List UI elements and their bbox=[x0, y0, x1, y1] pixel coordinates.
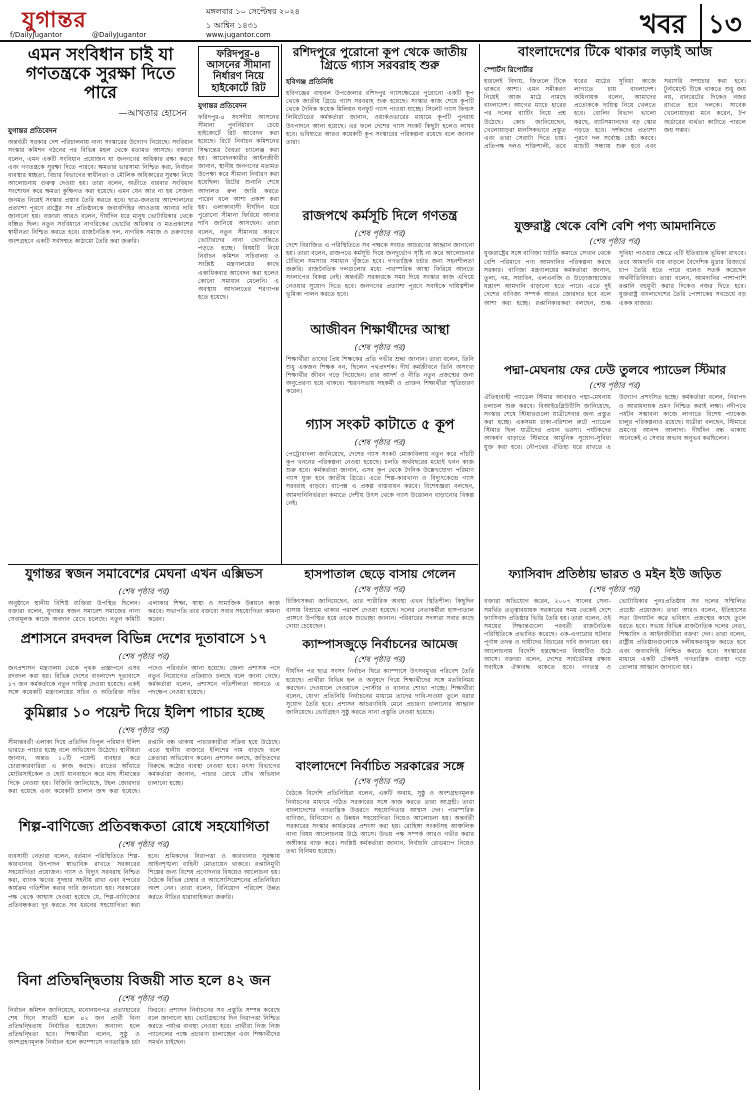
article-body: বক্তারা অভিযোগ করেন, ২০০৭ সালের সেনা-সমর্থিত তত্ত্বাবধায়ক সরকারের সময় থেকেই দেশে ফ্যাসিবাদ প্রতিষ্ঠার ভিত্তি তৈরি হয়। তারা বলেন, ওই সময়ের সিদ্ধান্তগুলো পরবর্তী রাজনৈতিক পরিস্থিতিকে প্রভাবিত করেছে। এক-এগারোর ঘটনার পূর্ণাঙ্গ তদন্ত ও দায়ীদের বিচারের দাবি জানানো হয়। আলোচনায় বিদেশি হস্তক্ষেপের বিষয়টিও উঠে আসে। বক্তারা বলেন, দেশের সার্বভৌমত্ব রক্ষায় সবাইকে ঐক্যবদ্ধ থাকতে হবে। গণতন্ত্র ও ভোটাধিকার পুনঃপ্রতিষ্ঠায় সব দলের সম্মিলিত প্রচেষ্টা প্রয়োজন। তারা আরও বলেন, ইতিহাসের সত্য উদঘাটন করে ভবিষ্যৎ প্রজন্মের কাছে তুলে ধরতে হবে। সভায় বিভিন্ন রাজনৈতিক দলের নেতা, শিক্ষাবিদ ও আইনজীবীরা বক্তব্য দেন। তারা বলেন, রাষ্ট্রীয় প্রতিষ্ঠানগুলোকে দলীয়করণমুক্ত করতে হবে এবং জবাবদিহি নিশ্চিত করতে হবে। সংস্কারের মাধ্যমে একটি টেকসই গণতান্ত্রিক ব্যবস্থা গড়ে তোলার আহ্বান জানানো হয়। bbox=[484, 598, 746, 672]
article-ajiban[interactable] bbox=[286, 324, 474, 414]
article-body: দীর্ঘদিন পর ছাত্র সংসদ নির্বাচন ঘিরে ক্যাম্পাসে উৎসবমুখর পরিবেশ তৈরি হয়েছে। প্রার্থীরা বিভিন্ন হল ও অনুষদে গিয়ে শিক্ষার্থীদের সঙ্গে মতবিনিময় করছেন। দেওয়ালে দেওয়ালে পোস্টার ও ব্যানার শোভা পাচ্ছে। শিক্ষার্থীরা বলেন, যোগ্য প্রতিনিধি নির্বাচনের মাধ্যমে তাদের দাবি-দাওয়া তুলে ধরার সুযোগ তৈরি হবে। প্রশাসন আচরণবিধি মেনে প্রচারণা চালানোর আহ্বান জানিয়েছে। ভোটগ্রহণ সুষ্ঠু করতে নানা প্রস্তুতি নেওয়া হয়েছে। bbox=[286, 668, 474, 717]
article-body: পেট্রোবাংলা জানিয়েছে, দেশের গ্যাস সংকট মোকাবিলায় নতুন করে পাঁচটি কূপ খননের পরিকল্পনা নেওয়া হয়েছে। চলতি অর্থবছরের মধ্যেই খনন কাজ শুরু হবে। কর্মকর্তারা জানান, এসব কূপ থেকে দৈনিক উল্লেখযোগ্য পরিমাণ গ্যাস যুক্ত হবে জাতীয় গ্রিডে। এতে শিল্প-কারখানা ও বিদ্যুৎকেন্দ্রে গ্যাস সরবরাহ বাড়বে। বাপেক্স এ প্রকল্প বাস্তবায়ন করবে। বিশেষজ্ঞরা বলছেন, আমদানিনির্ভরতা কমাতে দেশীয় উৎস থেকে গ্যাস উত্তোলন বাড়ানোর বিকল্প নেই। bbox=[286, 450, 474, 507]
headline: এমন সংবিধান চাই যা গণতন্ত্রকে সুরক্ষা দিতে পারে bbox=[25, 45, 176, 104]
article-faridpur[interactable] bbox=[198, 46, 279, 302]
article-body: সীমান্তবর্তী এলাকা দিয়ে প্রতিদিন বিপুল পরিমাণ ইলিশ ভারতে পাচার হচ্ছে বলে অভিযোগ উঠেছে। স্থানীয়রা জানান, অন্তত ১০টি পয়েন্ট ব্যবহার করে চোরাকারবারিরা এ কাজ করছে। রাতের আঁধারে মোটরসাইকেল ও ছোট যানবাহনে করে মাছ সীমান্তের দিকে নেওয়া হয়। বিজিবি জানিয়েছে, টহল জোরদার করা হয়েছে এবং কয়েকটি চালান জব্দ করা হয়েছে। রপ্তানি বন্ধ থাকায় পাচারকারীরা সক্রিয় হয়ে উঠেছে। এতে স্থানীয় বাজারে ইলিশের দাম বাড়ছে বলে ক্রেতারা অভিযোগ করেন। প্রশাসন বলছে, জড়িতদের বিরুদ্ধে কঠোর ব্যবস্থা নেওয়া হবে। মৎস্য বিভাগের কর্মকর্তারা জানান, পাচার রোধে যৌথ অভিযান চালানো হচ্ছে। bbox=[8, 738, 280, 795]
article-body: নির্বাচন কমিশন জানিয়েছে, মনোনয়নপত্র প্রত্যাহারের শেষ দিনে সাতটি হলে ৪২ জন প্রার্থী বিনা প্রতিদ্বন্দ্বিতায় নির্বাচিত হয়েছেন। অন্যান্য হলে প্রতিদ্বন্দ্বিতা হবে। শিক্ষার্থীরা বলেন, সুষ্ঠু ও অংশগ্রহণমূলক নির্বাচন হলে ক্যাম্পাসে গণতান্ত্রিক চর্চা ফিরবে। প্রশাসন নির্বাচনের সব প্রস্তুতি সম্পন্ন করেছে বলে জানানো হয়। ভোটগ্রহণের দিন নিরাপত্তা নিশ্চিত করতে পর্যাপ্ত ব্যবস্থা নেওয়া হবে। প্রার্থীরা নিজ নিজ প্যানেলের পক্ষে প্রচারণা চালাচ্ছেন এবং শিক্ষার্থীদের সমর্থন চাইছেন। bbox=[8, 1006, 280, 1047]
twitter-handle[interactable]: @DailyJugantor bbox=[92, 31, 147, 39]
continuation-note: (শেষ পৃষ্ঠার পর) bbox=[118, 993, 170, 1003]
article-bina[interactable] bbox=[8, 974, 280, 1090]
headline: পদ্মা-মেঘনায় ফের ঢেউ তুলবে প্যাডেল স্টিমার bbox=[504, 363, 726, 377]
continuation-note: (শেষ পৃষ্ঠার পর) bbox=[118, 586, 170, 596]
continuation-note: (শেষ পৃষ্ঠার পর) bbox=[354, 342, 406, 352]
continuation-note: (শেষ পৃষ্ঠার পর) bbox=[589, 381, 641, 391]
column-rule bbox=[281, 44, 282, 564]
article-body: অনুষ্ঠানে স্থানীয় বিশিষ্ট ব্যক্তিরা উপস্থিত ছিলেন। বক্তারা বলেন, যুগান্তর স্বজন সমাবেশ সমাজের নানা সেবামূলক কাজে অবদান রেখে চলেছে। নতুন কমিটি এলাকার শিক্ষা, স্বাস্থ্য ও সামাজিক উন্নয়নে কাজ করবে। সভাপতি তার বক্তব্যে সবার সহযোগিতা কামনা করেন। bbox=[8, 599, 280, 623]
headline: প্রশাসনে রদবদল বিভিন্ন দেশের দূতাবাসে ১৭ bbox=[20, 631, 268, 647]
headline: যুগান্তর স্বজন সমাবেশের মেঘনা এখন এক্সিভস bbox=[25, 567, 263, 582]
article-campus[interactable] bbox=[286, 638, 474, 756]
continuation-note: (শেষ পৃষ্ঠার পর) bbox=[589, 585, 641, 595]
continuation-note: (শেষ পৃষ্ঠার পর) bbox=[118, 651, 170, 661]
continuation-note: (শেষ পৃষ্ঠার পর) bbox=[589, 237, 641, 247]
headline: বিনা প্রতিদ্বন্দ্বিতায় বিজয়ী সাত হলে ৪২ জন bbox=[17, 973, 271, 989]
byline: স্পোর্টস রিপোর্টার bbox=[484, 65, 533, 74]
article-tika[interactable] bbox=[484, 46, 746, 216]
column-rule bbox=[479, 44, 480, 1090]
article-body: শিক্ষার্থীরা তাদের প্রিয় শিক্ষকের প্রতি গভীর শ্রদ্ধা জানান। তারা বলেন, তিনি শুধু একজন শিক্ষক নন, ছিলেন পথপ্রদর্শক। দীর্ঘ কর্মজীবনে তিনি অসংখ্য শিক্ষার্থীর জীবন গড়ে দিয়েছেন। তার আদর্শ ও নীতি নতুন প্রজন্মের জন্য অনুপ্রেরণা হয়ে থাকবে। স্মরণসভায় সহকর্মী ও প্রাক্তন শিক্ষার্থীরা স্মৃতিচারণ করেন। bbox=[286, 355, 474, 396]
article-rajpath[interactable] bbox=[286, 210, 474, 320]
website-link[interactable]: www.jugantor.com bbox=[206, 31, 271, 39]
article-shilpo[interactable] bbox=[8, 820, 280, 970]
article-comilla[interactable] bbox=[8, 706, 280, 816]
facebook-handle[interactable]: f/DailyJugantor bbox=[10, 31, 63, 39]
issue-date: মঙ্গলবার ১০ সেপ্টেম্বর ২০২৪ bbox=[206, 7, 300, 16]
section-title: খবর bbox=[640, 10, 686, 40]
article-body: চিকিৎসকরা জানিয়েছেন, তার শারীরিক অবস্থা এখন স্থিতিশীল। কিছুদিন বাসায় বিশ্রামে থাকার পরামর্শ দেওয়া হয়েছে। দলের নেতাকর্মীরা হাসপাতাল প্রাঙ্গণে উপস্থিত হয়ে তাকে শুভেচ্ছা জানান। পরিবারের সদস্যরা সবার কাছে দোয়া চেয়েছেন। bbox=[286, 598, 474, 631]
article-hospital[interactable] bbox=[286, 568, 474, 634]
headline: আজীবন শিক্ষার্থীদের আস্থা bbox=[310, 323, 450, 338]
author: —আখতার হোসেন bbox=[118, 109, 187, 120]
headline: ক্যাম্পাসজুড়ে নির্বাচনের আমেজ bbox=[302, 637, 458, 651]
continuation-note: (শেষ পৃষ্ঠার পর) bbox=[354, 655, 406, 665]
article-prashasan[interactable] bbox=[8, 632, 280, 702]
continuation-note: (শেষ পৃষ্ঠার পর) bbox=[354, 777, 406, 787]
article-body: হারলেই বিদায়, জিতলে টিকে থাকবে আশা। এমন সমীকরণ নিয়েই আজ মাঠে নামছে বাংলাদেশ। আগের ম্যাচে হারের পর দলের ব্যাটিং নিয়ে প্রশ্ন উঠেছে। কোচ জানিয়েছেন, খেলোয়াড়রা মানসিকভাবে প্রস্তুত এবং তারা সেরাটা দিতে চায়। প্রতিপক্ষ দলও শক্তিশালী, তবে ঘরের মাঠের সুবিধা কাজে লাগাতে চায় বাংলাদেশ। অধিনায়ক বলেন, আমাদের প্রত্যেককে দায়িত্ব নিয়ে খেলতে হবে। বোলিং বিভাগ ভালো করছে, ব্যাটসম্যানদের বড় স্কোর গড়তে হবে। দর্শকদের প্রত্যাশা পূরণে দল সর্বোচ্চ চেষ্টা করবে। ম্যাচটি সন্ধ্যায় শুরু হবে এবং সরাসরি সম্প্রচার করা হবে। টুর্নামেন্টে টিকে থাকতে শুধু জয় নয়, রানরেটের দিকেও নজর রাখতে হবে দলকে। সাবেক খেলোয়াড়রা মনে করেন, টপ অর্ডারের ব্যর্থতা কাটাতে পারলে জয় সম্ভব। bbox=[484, 77, 746, 151]
headline: হাসপাতাল ছেড়ে বাসায় গেলেন bbox=[304, 567, 456, 581]
article-body: ব্যবসায়ী নেতারা বলেন, বর্তমান পরিস্থিতিতে শিল্প-কারখানার উৎপাদন স্বাভাবিক রাখতে সরকারের সহযোগিতা প্রয়োজন। গ্যাস ও বিদ্যুৎ সরবরাহ নিশ্চিত করা, ব্যাংক ঋণের সুদহার সহনীয় রাখা এবং বন্দরের কার্যক্রম গতিশীল করার দাবি জানানো হয়। সরকারের পক্ষ থেকে আশ্বাস দেওয়া হয়েছে যে, শিল্প-বাণিজ্যের প্রতিবন্ধকতা দূর করতে সব ধরনের সহযোগিতা করা হবে। শ্রমিকদের নিরাপত্তা ও কারখানার সুরক্ষায় আইনশৃঙ্খলা বাহিনী মোতায়েন থাকবে। রপ্তানিমুখী শিল্পের জন্য বিশেষ প্রণোদনার বিষয়েও আলোচনা হয়। বৈঠকে বিভিন্ন চেম্বার ও অ্যাসোসিয়েশনের প্রতিনিধিরা অংশ নেন। তারা বলেন, বিনিয়োগ পরিবেশ উন্নত করতে নীতির ধারাবাহিকতা জরুরি। bbox=[8, 852, 280, 909]
page-number: ১৩ bbox=[700, 4, 742, 48]
headline: বাংলাদেশের টিকে থাকার লড়াই আজ bbox=[518, 45, 712, 60]
headline: রশিদপুরে পুরোনো কূপ থেকে জাতীয় গ্রিডে গ্যাস সরবরাহ শুরু bbox=[292, 45, 468, 73]
issue-date-bengali: ১ আশ্বিন ১৪৩১ bbox=[206, 21, 259, 30]
byline: যুগান্তর প্রতিবেদন bbox=[198, 101, 247, 110]
headline: কুমিল্লার ১০ পয়েন্ট দিয়ে ইলিশ পাচার হচ্ছে bbox=[24, 705, 264, 721]
headline: শিল্প-বাণিজ্যে প্রতিবন্ধকতা রোধে সহযোগিতা bbox=[18, 819, 270, 835]
article-rashidpur[interactable] bbox=[286, 46, 474, 206]
continuation-note: (শেষ পৃষ্ঠার পর) bbox=[118, 725, 170, 735]
article-body: অন্তর্বর্তী সরকার দেশ পরিচালনায় নানা সংস্কারের উদ্যোগ নিয়েছে। সংবিধান সংস্কার কমিশন গঠনের পর বিভিন্ন মহল থেকে মতামত আসছে। বক্তারা বলেন, এমন একটি সংবিধান প্রয়োজন যা জনগণের অধিকার রক্ষা করবে এবং গণতন্ত্রকে সুরক্ষা দিতে পারবে। ক্ষমতার ভারসাম্য নিশ্চিত করা, নির্বাচন ব্যবস্থার স্বচ্ছতা, বিচার বিভাগের স্বাধীনতা ও মৌলিক অধিকারের সুরক্ষা নিয়ে আলোচনায় গুরুত্ব দেওয়া হয়। তারা বলেন, অতীতে বারবার সংবিধান সংশোধন করে ক্ষমতা কুক্ষিগত করা হয়েছে। এমন যেন আর না হয় সেজন্য জনমত নিয়েই সংস্কার প্রস্তাব তৈরি করতে হবে। ছাত্র-জনতার আন্দোলনের প্রত্যাশা পূরণে রাষ্ট্রের সব প্রতিষ্ঠানকে জবাবদিহির আওতায় আনার দাবি জানানো হয়। বক্তারা আরও বলেন, দীর্ঘদিন ধরে মানুষ ভোটাধিকার থেকে বঞ্চিত ছিল। নতুন সংবিধানে নাগরিকের ভোটের অধিকার ও মতপ্রকাশের স্বাধীনতা নিশ্চিত করতে হবে। রাজনৈতিক দল, নাগরিক সমাজ ও তরুণদের অংশগ্রহণে একটি সর্বসম্মত কাঠামো তৈরি করা জরুরি। bbox=[8, 139, 193, 245]
article-body: জনপ্রশাসন মন্ত্রণালয় থেকে পৃথক প্রজ্ঞাপনে এসব রদবদল করা হয়। বিভিন্ন দেশের বাংলাদেশ দূতাবাসে ১৭ জন কর্মকর্তাকে নতুন দায়িত্ব দেওয়া হয়েছে। একই সঙ্গে কয়েকটি মন্ত্রণালয়ের সচিব ও অতিরিক্ত সচিব পদেও পরিবর্তন আনা হয়েছে। জেলা প্রশাসক পদে নতুন নিয়োগের প্রক্রিয়াও চলছে বলে জানা গেছে। কর্মকর্তারা বলেন, প্রশাসনে গতিশীলতা আনতে এ পদক্ষেপ নেওয়া হয়েছে। bbox=[8, 664, 280, 697]
article-body: ঐতিহ্যবাহী প্যাডেল স্টিমার আবারও পদ্মা-মেঘনায় চলাচল শুরু করবে। বিআইডব্লিউটিসি জানিয়েছে, সংস্কার শেষে স্টিমারগুলো যাত্রীসেবার জন্য প্রস্তুত করা হচ্ছে। একসময় ঢাকা-বরিশাল রুটে প্যাডেল স্টিমার ছিল যাত্রীদের প্রধান ভরসা। পর্যটকদের আকর্ষণ বাড়াতে স্টিমারে আধুনিক সুযোগ-সুবিধা যুক্ত করা হবে। নৌপথের ঐতিহ্য ধরে রাখতে এ উদ্যোগ প্রশংসিত হচ্ছে। কর্মকর্তারা বলেন, নিরাপদ ও আরামদায়ক ভ্রমণ নিশ্চিত করাই লক্ষ্য। নদীপথে পর্যটন সম্ভাবনা কাজে লাগাতে বিশেষ প্যাকেজ চালুর পরিকল্পনাও রয়েছে। যাত্রীরা বলছেন, স্টিমারে ভ্রমণের আনন্দ আলাদা। দীর্ঘদিন বন্ধ থাকায় অনেকেই এ সেবার অভাব অনুভব করছিলেন। bbox=[484, 394, 746, 451]
article-constitution[interactable] bbox=[8, 46, 193, 564]
headline: রাজপথে কর্মসূচি দিলে গণতন্ত্র bbox=[302, 209, 458, 224]
continuation-note: (শেষ পৃষ্ঠার পর) bbox=[354, 437, 406, 447]
continuation-note: (শেষ পৃষ্ঠার পর) bbox=[354, 585, 406, 595]
headline: ফ্যাসিবাদ প্রতিষ্ঠায় ভারত ও মইন ইউ জড়িত bbox=[508, 567, 722, 581]
continuation-note: (শেষ পৃষ্ঠার পর) bbox=[354, 228, 406, 238]
article-body: হবিগঞ্জের বাহুবল উপজেলার রশিদপুর গ্যাসক্ষেত্রের পুরোনো একটি কূপ থেকে জাতীয় গ্রিডে গ্যাস সরবরাহ শুরু হয়েছে। সংস্কার কাজ শেষে কূপটি থেকে দৈনিক কয়েক মিলিয়ন ঘনফুট গ্যাস পাওয়া যাচ্ছে। সিলেট গ্যাস ফিল্ডস লিমিটেডের কর্মকর্তারা জানান, ওয়ার্কওভারের মাধ্যমে কূপটি পুনরায় উৎপাদনে আনা হয়েছে। এর ফলে দেশের গ্যাস সংকট কিছুটা হলেও লাঘব হবে। ভবিষ্যতে আরও কয়েকটি কূপ সংস্কারের পরিকল্পনা রয়েছে বলে জানান তারা। bbox=[286, 89, 474, 147]
section-rule bbox=[8, 564, 478, 565]
article-padma[interactable] bbox=[484, 364, 746, 564]
article-yugantor-meghna[interactable] bbox=[8, 568, 280, 628]
masthead bbox=[0, 0, 751, 42]
headline: ফরিদপুর-৪ আসনের সীমানা নির্ধারণ নিয়ে হাইকোর্টে রিট bbox=[198, 46, 279, 97]
article-gas-crisis[interactable] bbox=[286, 418, 474, 564]
article-elected-gov[interactable] bbox=[286, 760, 474, 1090]
newspaper-logo[interactable]: যুগান্তর bbox=[22, 7, 87, 33]
article-body: বৈঠকে বিদেশি প্রতিনিধিরা বলেন, একটি অবাধ, সুষ্ঠু ও অংশগ্রহণমূলক নির্বাচনের মাধ্যমে গঠিত সরকারের সঙ্গে কাজ করতে তারা আগ্রহী। তারা বাংলাদেশের গণতান্ত্রিক উত্তরণে সহযোগিতার আশ্বাস দেন। পারস্পরিক বাণিজ্য, বিনিয়োগ ও উন্নয়ন সহযোগিতা নিয়েও আলোচনা হয়। অন্তর্বর্তী সরকারের সংস্কার কার্যক্রমের প্রশংসা করা হয়। রোহিঙ্গা সংকটসহ আঞ্চলিক নানা বিষয় আলোচনায় উঠে আসে। উভয় পক্ষ সম্পর্ক আরও গভীর করার অঙ্গীকার ব্যক্ত করে। সংশ্লিষ্ট কর্মকর্তারা জানান, নির্বাচনি রোডম্যাপ নিয়েও তথ্য বিনিময় হয়েছে। bbox=[286, 790, 474, 855]
byline: যুগান্তর প্রতিবেদন bbox=[8, 127, 57, 136]
article-usa[interactable] bbox=[484, 220, 746, 360]
article-fascist[interactable] bbox=[484, 568, 746, 1090]
article-body: যুক্তরাষ্ট্রের সঙ্গে বাণিজ্য ঘাটতি কমাতে সেখান থেকে বেশি পরিমাণে পণ্য আমদানির পরিকল্পনা করছে সরকার। বাণিজ্য মন্ত্রণালয়ের কর্মকর্তারা জানান, তুলা, গম, সয়াবিন, এলএনজি ও উড়োজাহাজের যন্ত্রাংশ আমদানি বাড়ানো হতে পারে। এতে দুই দেশের বাণিজ্য সম্পর্ক আরও জোরদার হবে বলে আশা করা হচ্ছে। রপ্তানিকারকরা বলছেন, শুল্ক সুবিধা পাওয়ার ক্ষেত্রে এটি ইতিবাচক ভূমিকা রাখবে। তবে আমদানি ব্যয় বাড়লে বৈদেশিক মুদ্রার রিজার্ভে চাপ তৈরি হতে পারে বলেও সতর্ক করেছেন অর্থনীতিবিদরা। তারা বলেন, আমদানির পাশাপাশি রপ্তানি বহুমুখী করার দিকেও নজর দিতে হবে। যুক্তরাষ্ট্র বাংলাদেশের তৈরি পোশাকের সবচেয়ে বড় একক বাজার। bbox=[484, 250, 746, 307]
continuation-note: (শেষ পৃষ্ঠার পর) bbox=[118, 839, 170, 849]
headline: গ্যাস সংকট কাটাতে ৫ কূপ bbox=[305, 417, 455, 433]
headline: বাংলাদেশে নির্বাচিত সরকারের সঙ্গে bbox=[295, 759, 465, 773]
headline: যুক্তরাষ্ট্র থেকে বেশি বেশি পণ্য আমদানিতে bbox=[514, 219, 716, 233]
article-body: দেশে বিরাজিত এ পরিস্থিতিতে সব পক্ষকে সংযত আচরণের আহ্বান জানানো হয়। তারা বলেন, রাজপথে কর্মসূচি দিয়ে জনদুর্ভোগ সৃষ্টি না করে আলোচনার টেবিলে সমস্যার সমাধান খুঁজতে হবে। গণতান্ত্রিক চর্চার জন্য সহনশীলতা জরুরি। রাজনৈতিক দলগুলোর মধ্যে পারস্পরিক আস্থা ফিরিয়ে আনতে সংলাপের বিকল্প নেই। অন্তর্বর্তী সরকারকে সময় দিয়ে সংস্কার কাজ এগিয়ে নেওয়ার সুযোগ দিতে হবে। জনগণের প্রত্যাশা পূরণে সবাইকে দায়িত্বশীল ভূমিকা পালন করতে হবে। bbox=[286, 241, 474, 298]
byline: হবিগঞ্জ প্রতিনিধি bbox=[286, 77, 334, 86]
article-body: ফরিদপুর-৪ সংসদীয় আসনের সীমানা পুনর্নির্ধারণ চেয়ে হাইকোর্টে রিট আবেদন করা হয়েছে। রিটে নির্বাচন কমিশনের সিদ্ধান্তের বৈধতা চ্যালেঞ্জ করা হয়। আবেদনকারীর আইনজীবী জানান, স্থানীয় জনগণের মতামত উপেক্ষা করে সীমানা নির্ধারণ করা হয়েছিল। রিটের শুনানি শেষে আদালত রুল জারি করতে পারেন বলে আশা প্রকাশ করা হয়। এলাকাবাসী দীর্ঘদিন ধরে পুরোনো সীমানা ফিরিয়ে আনার দাবি জানিয়ে আসছেন। তারা বলেন, নতুন সীমানার কারণে ভোটারদের নানা ভোগান্তিতে পড়তে হচ্ছে। বিষয়টি নিয়ে নির্বাচন কমিশন সচিবালয় ও সংশ্লিষ্ট মন্ত্রণালয়ের কাছে একাধিকবার আবেদন করা হলেও কোনো সমাধান মেলেনি। এ অবস্থায় আদালতের শরণাপন্ন হতে হয়েছে। bbox=[198, 113, 279, 302]
